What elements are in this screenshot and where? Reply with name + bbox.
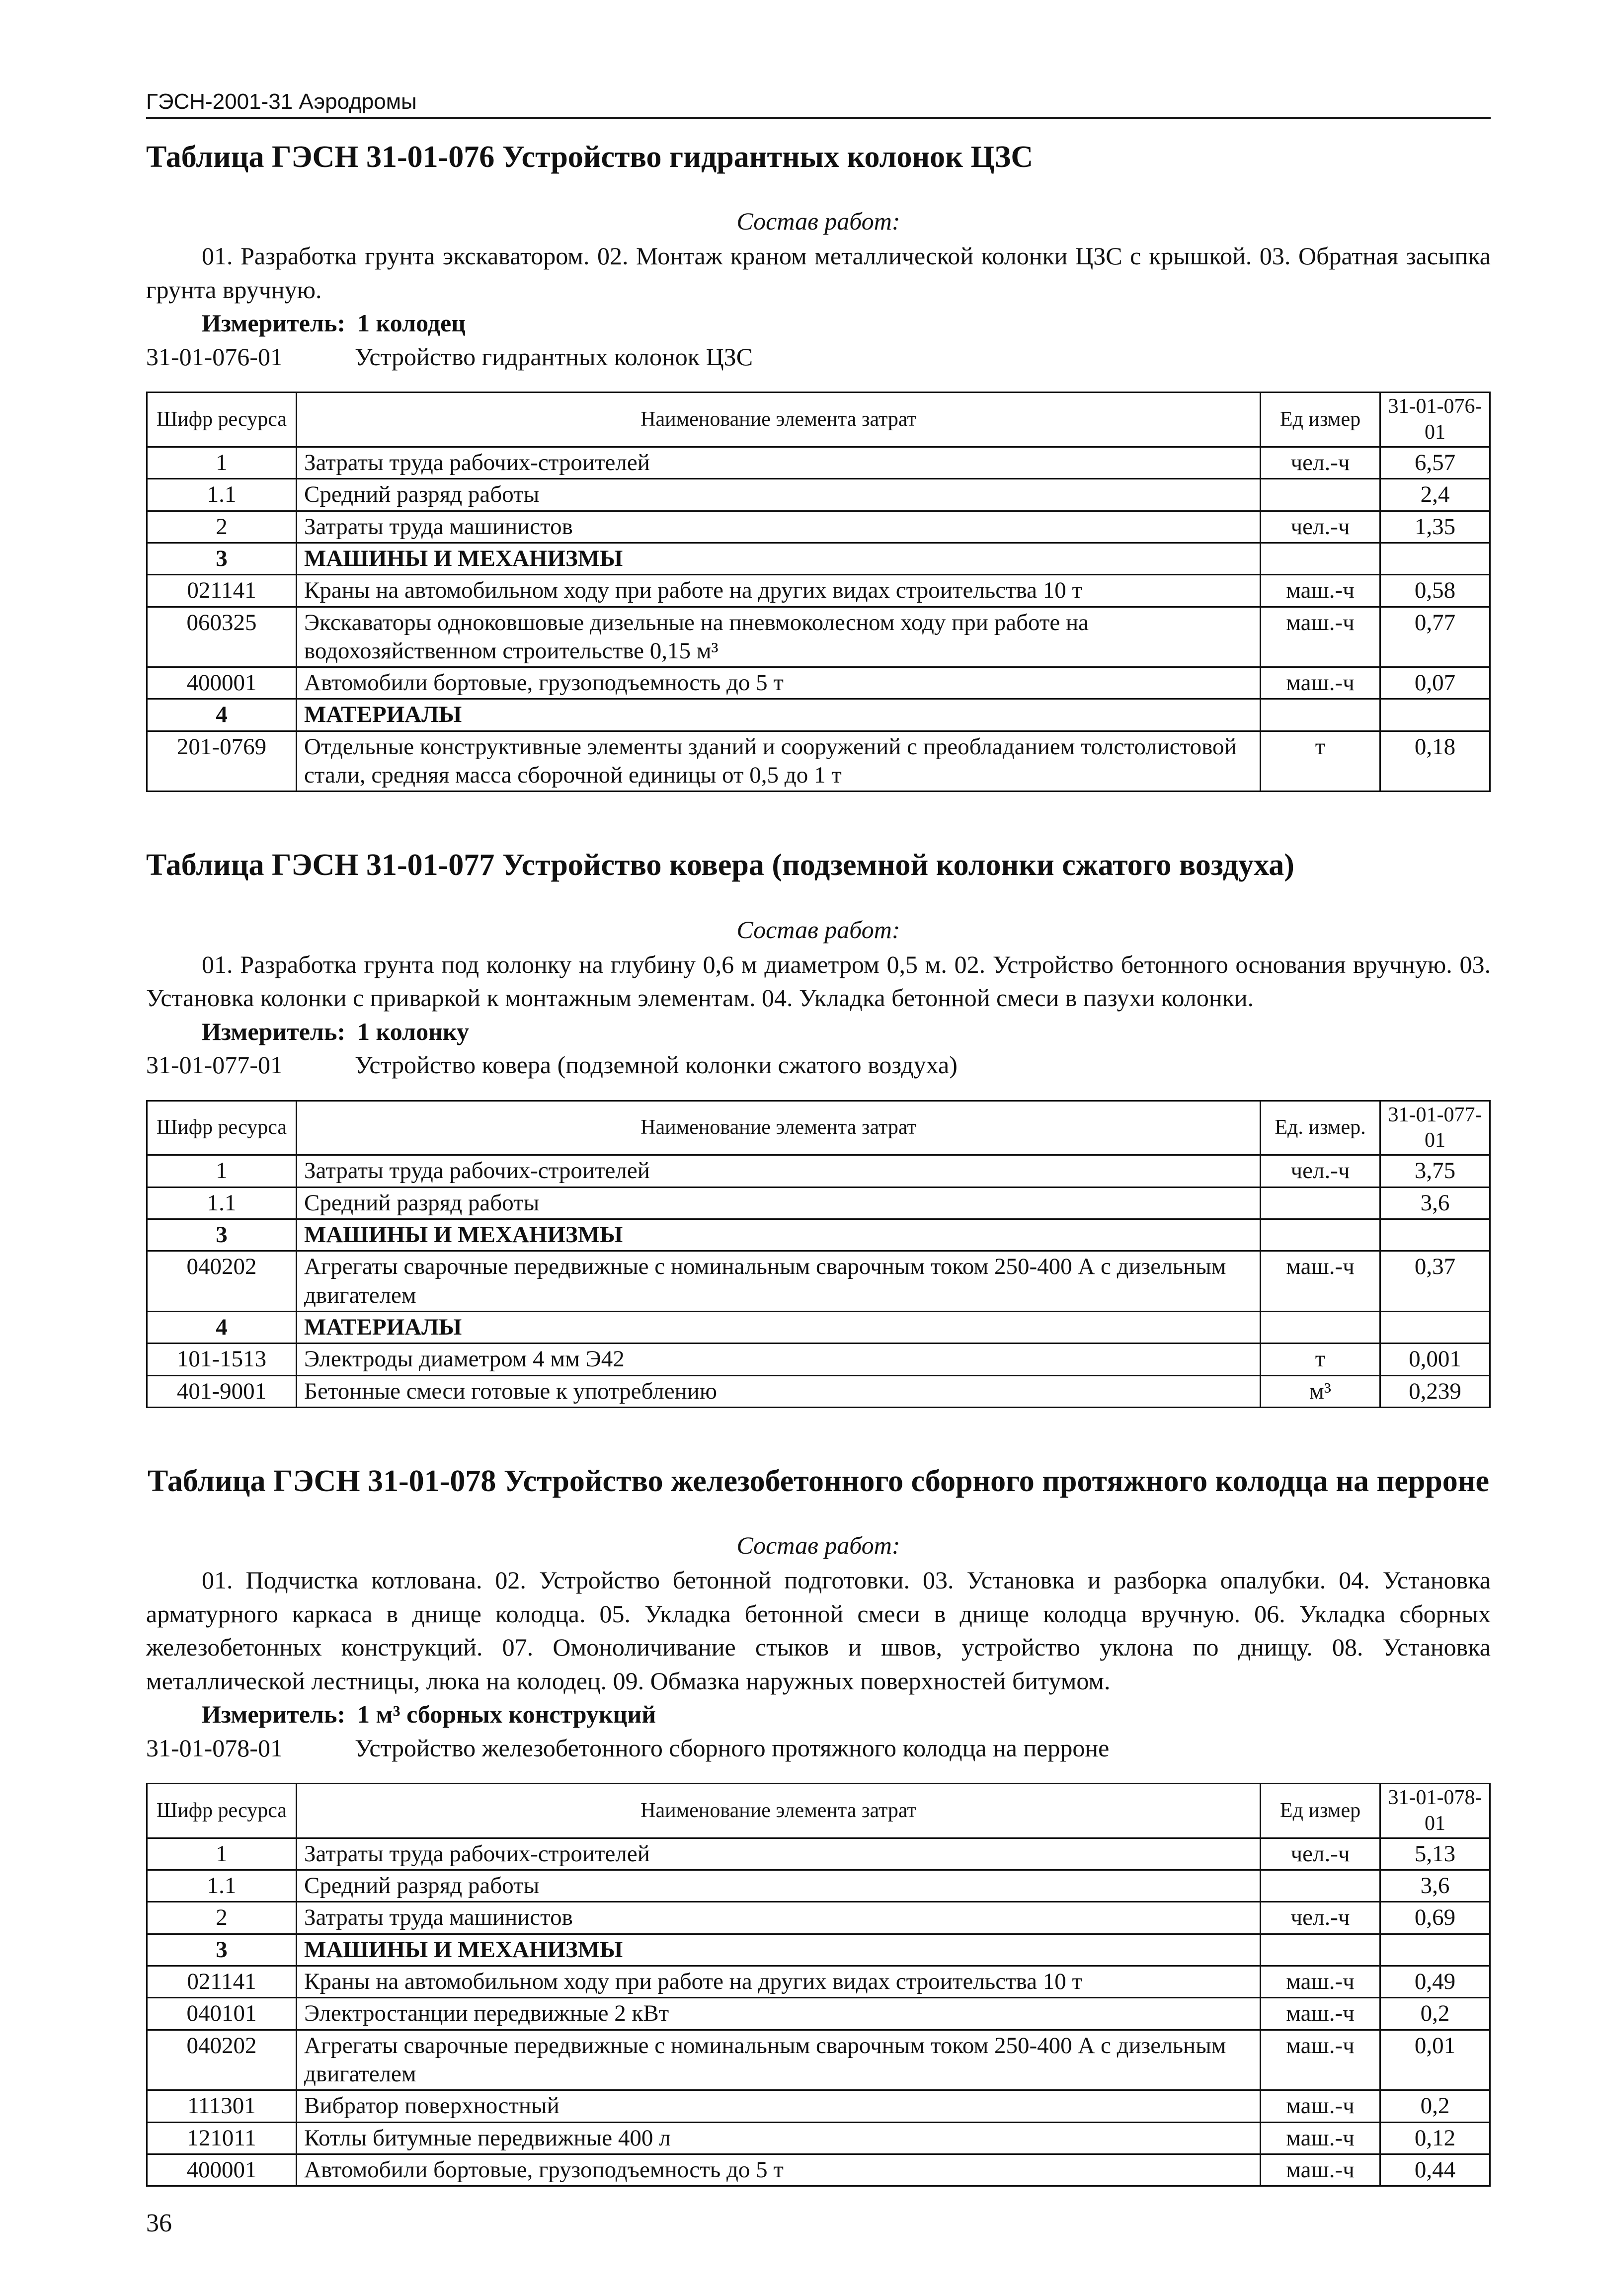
resource-value [1380,1934,1490,1966]
resource-value: 2,4 [1380,479,1490,511]
resource-code: 121011 [147,2122,297,2154]
resource-value: 0,07 [1380,667,1490,699]
resource-value: 0,58 [1380,575,1490,607]
resource-unit: маш.-ч [1261,2122,1380,2154]
resource-value: 0,18 [1380,731,1490,792]
resource-unit: маш.-ч [1261,607,1380,667]
resource-code: 4 [147,699,297,731]
resource-value [1380,1311,1490,1343]
resource-unit [1261,1219,1380,1251]
resource-unit: т [1261,1344,1380,1375]
sostav-label: Состав работ: [736,915,900,944]
meter-line [202,1015,1491,1049]
resource-name: Автомобили бортовые, грузоподъемность до 5 т [297,2154,1261,2186]
resource-value: 0,37 [1380,1251,1490,1312]
section-row [147,1311,1490,1343]
table-row [147,1251,1490,1312]
resource-name: Затраты труда машинистов [297,511,1261,543]
sostav-label: Состав работ: [736,1531,900,1560]
table-row [147,2154,1490,2186]
col-header-code: Шифр ресурса [147,1101,297,1155]
resource-name: Электроды диаметром 4 мм Э42 [297,1344,1261,1375]
table-row [147,667,1490,699]
table-row [147,607,1490,667]
resource-name: Затраты труда рабочих-строителей [297,1155,1261,1187]
resource-value: 0,239 [1380,1375,1490,1407]
norm-section [146,139,1491,792]
resource-unit [1261,699,1380,731]
meter-line [202,307,1491,340]
resource-table [146,392,1491,792]
resource-name: МАШИНЫ И МЕХАНИЗМЫ [297,1219,1261,1251]
col-header-unit: Ед измер [1261,1784,1380,1838]
document-page [146,89,1491,2187]
table-row [147,1998,1490,2030]
meter-value: 1 м³ сборных конструкций [357,1700,656,1729]
section-row [147,1934,1490,1966]
resource-value: 1,35 [1380,511,1490,543]
resource-value: 3,75 [1380,1155,1490,1187]
table-row [147,1966,1490,1998]
norm-section [146,847,1491,1408]
resource-name: Краны на автомобильном ходу при работе на других видах строительства 10 т [297,575,1261,607]
resource-unit [1261,543,1380,574]
page-number: 36 [146,2209,172,2237]
meter-value: 1 колодец [357,309,466,337]
resource-unit: маш.-ч [1261,2030,1380,2090]
table-row [147,2090,1490,2122]
table-row [147,1187,1490,1219]
resource-unit [1261,1870,1380,1902]
table-row [147,1375,1490,1407]
resource-code: 401-9001 [147,1375,297,1407]
resource-table [146,1100,1491,1408]
col-header-name: Наименование элемента затрат [297,1784,1261,1838]
resource-code: 1 [147,1155,297,1187]
resource-name: Отдельные конструктивные элементы зданий и сооружений с преобладанием толстолистовой стали, средняя масса сборочной единицы от 0,5 до 1 т [297,731,1261,792]
resource-value: 0,49 [1380,1966,1490,1998]
resource-code: 040101 [147,1998,297,2030]
sostav-label: Состав работ: [736,207,900,236]
norm-name: Устройство железобетонного сборного протяжного колодца на перроне [355,1734,1110,1762]
resource-code: 1 [147,1838,297,1870]
resource-unit: маш.-ч [1261,2154,1380,2186]
resource-name: Затраты труда рабочих-строителей [297,447,1261,478]
resource-value: 0,44 [1380,2154,1490,2186]
section-row [147,1219,1490,1251]
resource-name: Агрегаты сварочные передвижные с номинальным сварочным током 250-400 А с дизельным двигателем [297,2030,1261,2090]
resource-code: 1.1 [147,1187,297,1219]
resource-code: 040202 [147,1251,297,1312]
table-row [147,511,1490,543]
resource-value [1380,543,1490,574]
resource-name: Вибратор поверхностный [297,2090,1261,2122]
table-row [147,1155,1490,1187]
table-row [147,479,1490,511]
resource-unit [1261,1934,1380,1966]
resource-name: МАШИНЫ И МЕХАНИЗМЫ [297,1934,1261,1966]
resource-name: Бетонные смеси готовые к употреблению [297,1375,1261,1407]
col-header-norm: 31-01-076-01 [1380,393,1490,447]
table-row [147,731,1490,792]
resource-name: Средний разряд работы [297,1870,1261,1902]
norm-code: 31-01-078-01 [146,1734,283,1762]
header-row [147,393,1490,447]
col-header-unit: Ед измер [1261,393,1380,447]
resource-code: 3 [147,543,297,574]
resource-unit: маш.-ч [1261,2090,1380,2122]
resource-value: 0,2 [1380,2090,1490,2122]
resource-name: Средний разряд работы [297,479,1261,511]
resource-value: 0,01 [1380,2030,1490,2090]
col-header-name: Наименование элемента затрат [297,1101,1261,1155]
resource-unit: чел.-ч [1261,1838,1380,1870]
meter-label: Измеритель: [202,309,346,337]
resource-name: Затраты труда машинистов [297,1902,1261,1934]
table-row [147,1344,1490,1375]
meter-value: 1 колонку [357,1017,469,1045]
col-header-unit: Ед. измер. [1261,1101,1380,1155]
table-title: Таблица ГЭСН 31-01-076 Устройство гидрантных колонок ЦЗС [146,140,1034,174]
norm-code-line [146,340,1491,374]
resource-value: 0,12 [1380,2122,1490,2154]
norm-name: Устройство ковера (подземной колонки сжатого воздуха) [355,1051,958,1079]
resource-code: 040202 [147,2030,297,2090]
resource-unit: маш.-ч [1261,575,1380,607]
table-row [147,1838,1490,1870]
table-row [147,2030,1490,2090]
resource-unit: т [1261,731,1380,792]
resource-unit: м³ [1261,1375,1380,1407]
col-header-name: Наименование элемента затрат [297,393,1261,447]
resource-value [1380,1219,1490,1251]
resource-code: 101-1513 [147,1344,297,1375]
table-title: Таблица ГЭСН 31-01-077 Устройство ковера (подземной колонки сжатого воздуха) [146,848,1294,882]
norm-name: Устройство гидрантных колонок ЦЗС [355,342,753,371]
resource-name: Средний разряд работы [297,1187,1261,1219]
resource-value: 0,001 [1380,1344,1490,1375]
table-title: Таблица ГЭСН 31-01-078 Устройство железобетонного сборного протяжного колодца на перроне [148,1464,1489,1498]
resource-value: 3,6 [1380,1870,1490,1902]
resource-code: 021141 [147,1966,297,1998]
resource-code: 2 [147,511,297,543]
sostav-text: 01. Разработка грунта экскаватором. 02. Монтаж краном металлической колонки ЦЗС с крышкой. 03. Обратная засыпка грунта вручную. [146,242,1491,304]
resource-name: МАТЕРИАЛЫ [297,699,1261,731]
resource-code: 2 [147,1902,297,1934]
meter-line [202,1698,1491,1732]
header-row [147,1784,1490,1838]
resource-unit [1261,479,1380,511]
resource-code: 1.1 [147,1870,297,1902]
resource-value: 3,6 [1380,1187,1490,1219]
resource-unit [1261,1311,1380,1343]
section-row [147,543,1490,574]
resource-code: 4 [147,1311,297,1343]
resource-name: Автомобили бортовые, грузоподъемность до 5 т [297,667,1261,699]
resource-code: 400001 [147,2154,297,2186]
norm-code-line [146,1048,1491,1082]
resource-unit: маш.-ч [1261,1998,1380,2030]
resource-unit: чел.-ч [1261,511,1380,543]
sostav-text: 01. Подчистка котлована. 02. Устройство бетонной подготовки. 03. Установка и разборка опалубки. 04. Установка арматурного каркаса в днище колодца. 05. Укладка бетонной смеси в днище колодца вручную. 06. Укладка сборных железобетонных конструкций. 07. Омоноличивание стыков и швов, устройство уклона по днищу. 08. Установка металлической лестницы, люка на колодец. 09. Обмазка наружных поверхностей битумом. [146,1566,1491,1695]
col-header-code: Шифр ресурса [147,393,297,447]
col-header-norm: 31-01-078-01 [1380,1784,1490,1838]
resource-name: Краны на автомобильном ходу при работе на других видах строительства 10 т [297,1966,1261,1998]
resource-code: 201-0769 [147,731,297,792]
resource-name: Экскаваторы одноковшовые дизельные на пневмоколесном ходу при работе на водохозяйственном строительстве 0,15 м³ [297,607,1261,667]
resource-name: Агрегаты сварочные передвижные с номинальным сварочным током 250-400 А с дизельным двигателем [297,1251,1261,1312]
resource-code: 111301 [147,2090,297,2122]
resource-name: Котлы битумные передвижные 400 л [297,2122,1261,2154]
resource-unit: чел.-ч [1261,1155,1380,1187]
resource-code: 021141 [147,575,297,607]
resource-code: 3 [147,1219,297,1251]
resource-code: 1 [147,447,297,478]
col-header-code: Шифр ресурса [147,1784,297,1838]
header-row [147,1101,1490,1155]
resource-code: 400001 [147,667,297,699]
resource-unit [1261,1187,1380,1219]
resource-value: 0,77 [1380,607,1490,667]
resource-value: 6,57 [1380,447,1490,478]
resource-table [146,1783,1491,2187]
table-row [147,2122,1490,2154]
resource-name: МАТЕРИАЛЫ [297,1311,1261,1343]
resource-value: 0,69 [1380,1902,1490,1934]
resource-code: 060325 [147,607,297,667]
meter-label: Измеритель: [202,1017,346,1045]
norm-code: 31-01-077-01 [146,1051,283,1079]
norm-code: 31-01-076-01 [146,342,283,371]
norm-section [146,1463,1491,2187]
resource-name: Электростанции передвижные 2 кВт [297,1998,1261,2030]
resource-unit: чел.-ч [1261,447,1380,478]
resource-unit: маш.-ч [1261,1251,1380,1312]
resource-value [1380,699,1490,731]
sostav-text: 01. Разработка грунта под колонку на глубину 0,6 м диаметром 0,5 м. 02. Устройство бетонного основания вручную. 03. Установка колонки с приваркой к монтажным элементам. 04. Укладка бетонной смеси в пазухи колонки. [146,950,1491,1012]
resource-name: МАШИНЫ И МЕХАНИЗМЫ [297,543,1261,574]
table-row [147,447,1490,478]
running-header: ГЭСН-2001-31 Аэродромы [146,89,1491,119]
table-row [147,1902,1490,1934]
resource-unit: маш.-ч [1261,667,1380,699]
resource-unit: маш.-ч [1261,1966,1380,1998]
resource-value: 5,13 [1380,1838,1490,1870]
resource-unit: чел.-ч [1261,1902,1380,1934]
resource-name: Затраты труда рабочих-строителей [297,1838,1261,1870]
col-header-norm: 31-01-077-01 [1380,1101,1490,1155]
resource-value: 0,2 [1380,1998,1490,2030]
section-row [147,699,1490,731]
table-row [147,575,1490,607]
norm-code-line [146,1732,1491,1765]
tables-container [146,139,1491,2187]
meter-label: Измеритель: [202,1700,346,1729]
resource-code: 1.1 [147,479,297,511]
resource-code: 3 [147,1934,297,1966]
table-row [147,1870,1490,1902]
